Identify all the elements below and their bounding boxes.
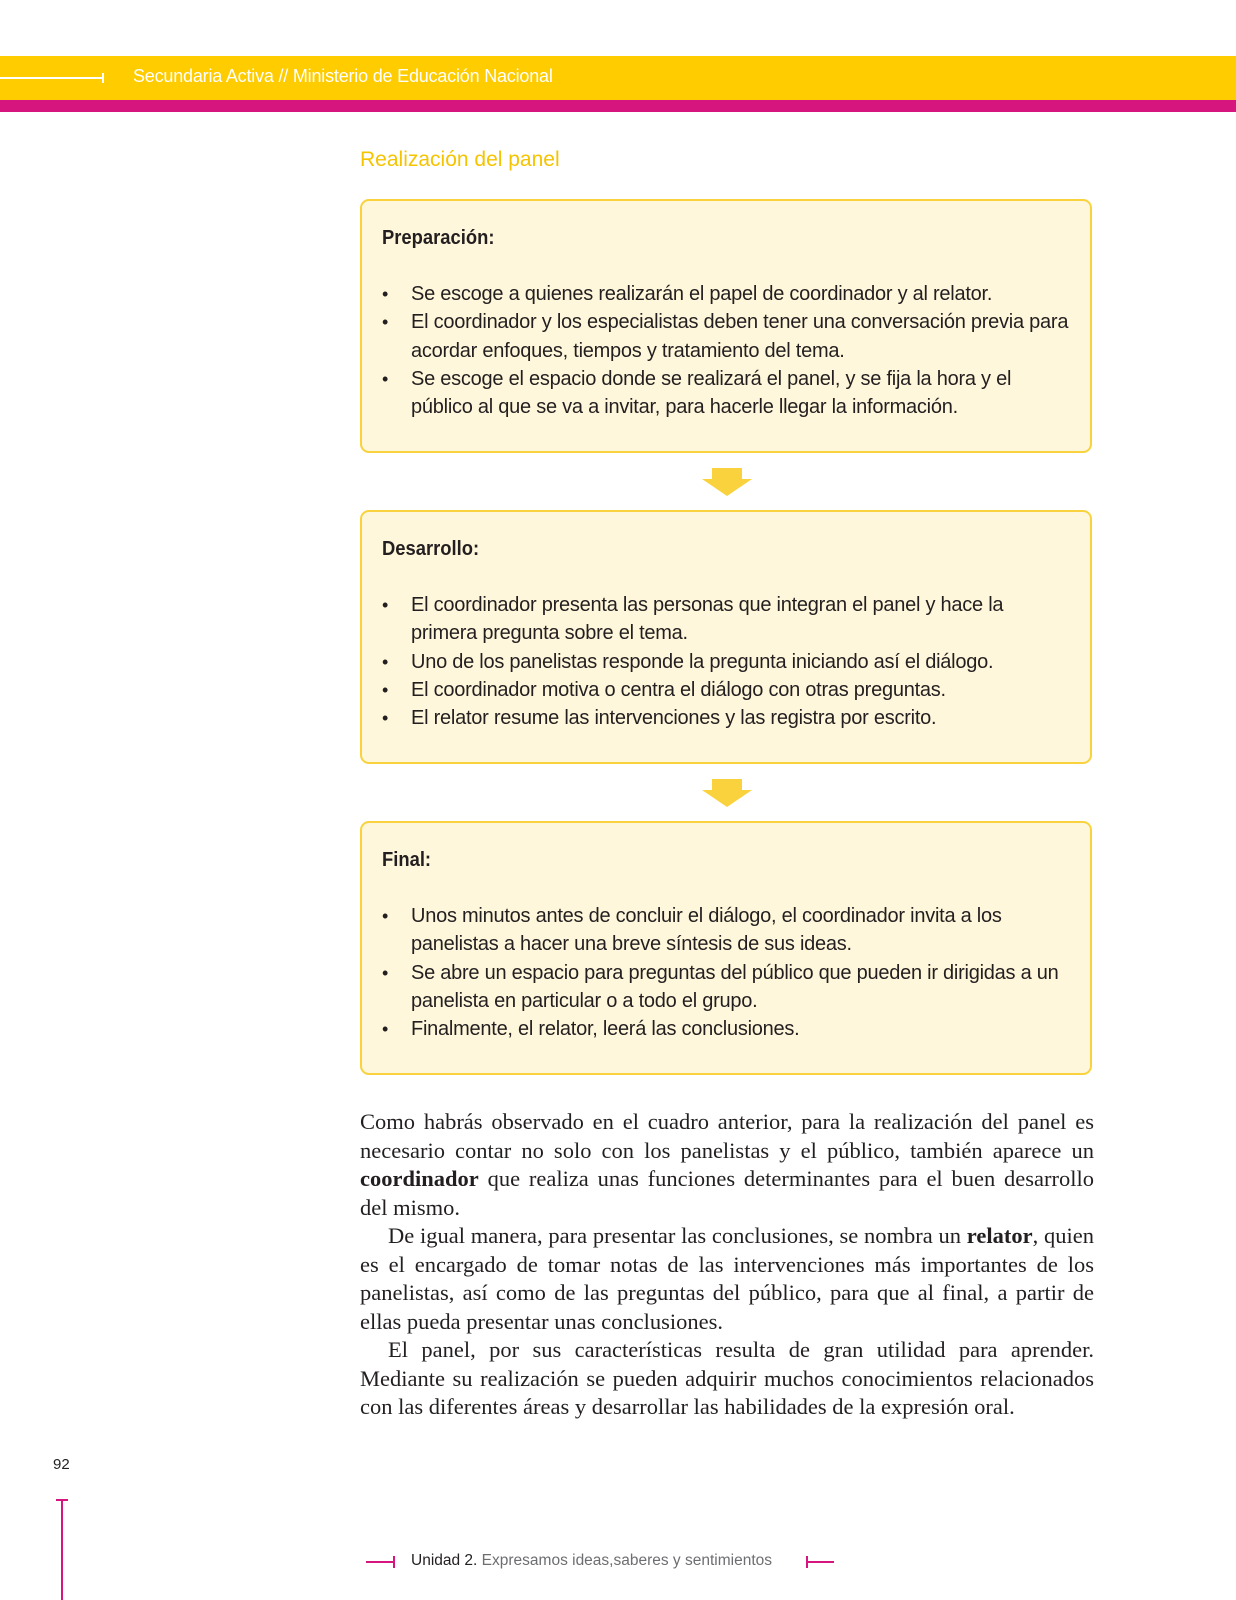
down-arrow-icon xyxy=(702,779,752,807)
list-item: • Unos minutos antes de concluir el diálogo, el coordinador invita a los panelistas a hacer una breve síntesis de sus ideas. xyxy=(382,902,1070,959)
section-title: Realización del panel xyxy=(360,148,560,171)
footer-rule-right xyxy=(806,1561,834,1563)
list-item: • El coordinador y los especialistas deben tener una conversación previa para acordar enfoques, tiempos y tratamiento del tema. xyxy=(382,308,1070,365)
running-footer xyxy=(411,1552,772,1570)
footer-rule-left xyxy=(366,1561,394,1563)
step-box-final xyxy=(360,821,1092,1075)
list-item: • Finalmente, el relator, leerá las conclusiones. xyxy=(382,1015,1070,1043)
list-item: • Se escoge el espacio donde se realizará el panel, y se fija la hora y el público al que se va a invitar, para hacerle llegar la información. xyxy=(382,365,1070,422)
bullet-icon: • xyxy=(382,679,389,700)
step-box-desarrollo xyxy=(360,510,1092,764)
step-box-preparacion xyxy=(360,199,1092,453)
page-number: 92 xyxy=(53,1456,70,1473)
bullet-icon: • xyxy=(382,312,389,333)
step-title: Preparación: xyxy=(382,227,495,249)
bullet-icon: • xyxy=(382,962,389,983)
paragraph: Como habrás observado en el cuadro anterior, para la realización del panel es necesario contar no solo con los panelistas y el público, también aparece un coordinador que realiza unas funciones determinantes para el buen desarrollo del mismo. xyxy=(360,1109,1094,1220)
list-item: • El coordinador presenta las personas que integran el panel y hace la primera pregunta sobre el tema. xyxy=(382,591,1070,648)
bullet-icon: • xyxy=(382,595,389,615)
body-text xyxy=(360,1108,1094,1422)
footer-unit: Unidad 2. xyxy=(411,1552,478,1569)
bullet-icon: • xyxy=(382,1019,389,1040)
header-accent-stripe xyxy=(0,100,1236,112)
paragraph: El panel, por sus características resulta de gran utilidad para aprender. Mediante su realización se pueden adquirir muchos conocimientos relacionados con las diferentes áreas y desarrollar las habilidades de la expresión oral. xyxy=(360,1337,1094,1419)
step-list xyxy=(382,591,1070,732)
bullet-icon: • xyxy=(382,368,389,389)
bullet-icon: • xyxy=(382,284,389,304)
list-item: • Se escoge a quienes realizarán el papel de coordinador y al relator. xyxy=(382,280,1070,308)
term-relator: relator xyxy=(966,1223,1033,1248)
list-item: • El coordinador motiva o centra el diálogo con otras preguntas. xyxy=(382,676,1070,704)
paragraph: De igual manera, para presentar las conclusiones, se nombra un relator, quien es el encargado de tomar notas de las intervenciones más importantes de los panelistas, así como de las preguntas del público, para que al final, a partir de ellas pueda presentar unas conclusiones. xyxy=(360,1223,1094,1334)
step-list xyxy=(382,280,1070,421)
running-header-title: Secundaria Activa // Ministerio de Educación Nacional xyxy=(133,66,553,86)
header-rule xyxy=(0,77,104,79)
list-item: • Uno de los panelistas responde la pregunta iniciando así el diálogo. xyxy=(382,648,1070,676)
bullet-icon: • xyxy=(382,906,389,926)
footer-title: Expresamos ideas,saberes y sentimientos xyxy=(481,1552,773,1569)
down-arrow-icon xyxy=(702,468,752,496)
list-item: • Se abre un espacio para preguntas del público que pueden ir dirigidas a un panelista en particular o a todo el grupo. xyxy=(382,959,1070,1016)
step-title: Final: xyxy=(382,849,432,871)
term-coordinador: coordinador xyxy=(360,1166,479,1191)
margin-rule xyxy=(61,1500,63,1600)
footer-rule-left-tick xyxy=(393,1556,395,1568)
list-item: • El relator resume las intervenciones y las registra por escrito. xyxy=(382,704,1070,732)
step-list xyxy=(382,902,1070,1043)
bullet-icon: • xyxy=(382,651,389,672)
step-title: Desarrollo: xyxy=(382,538,480,560)
bullet-icon: • xyxy=(382,708,389,729)
header-rule-tick xyxy=(102,73,104,83)
